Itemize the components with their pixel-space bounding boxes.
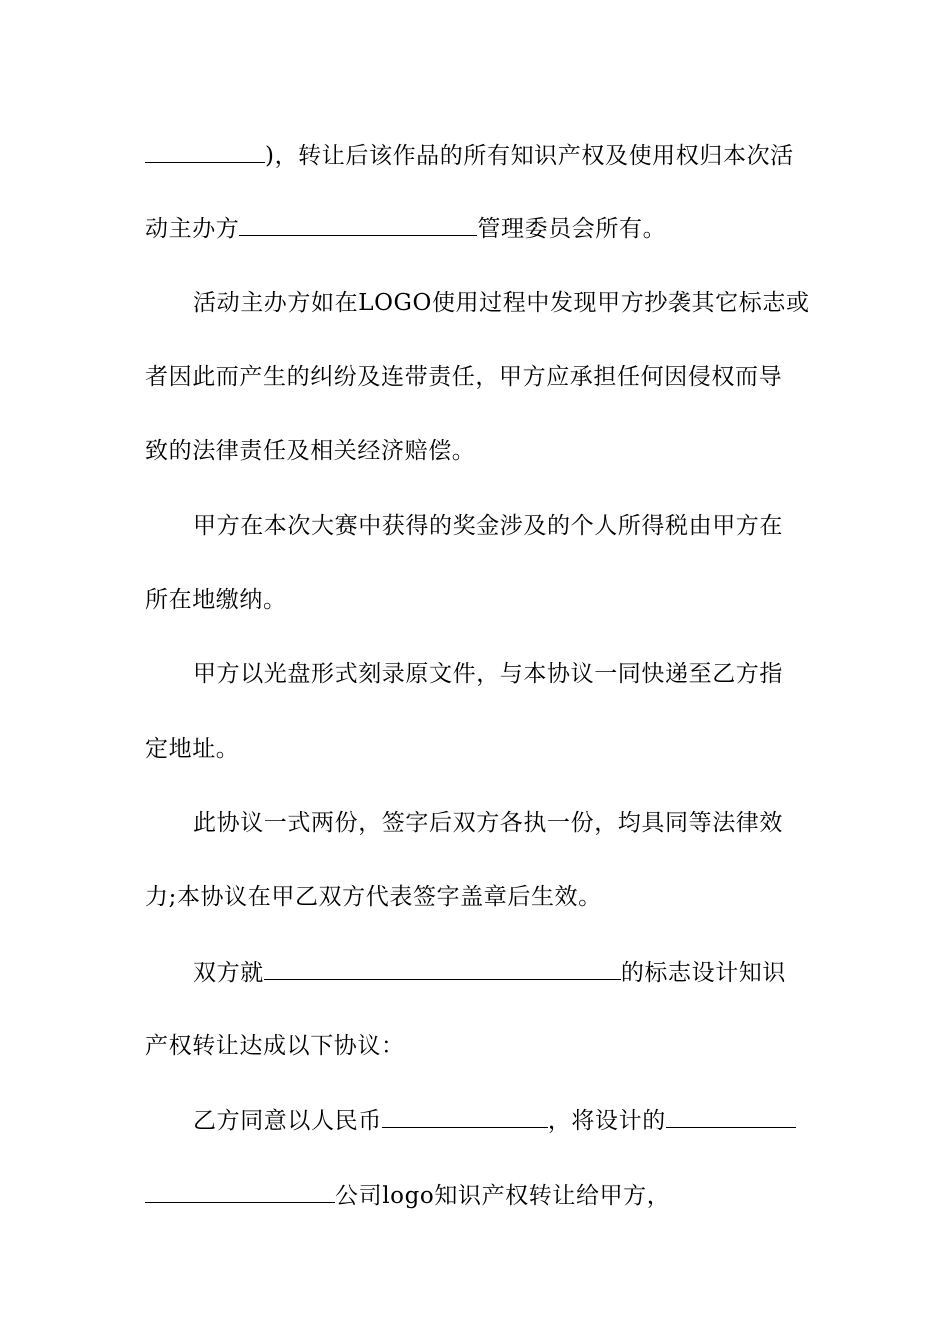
line-7-text: 所在地缴纳。	[145, 587, 287, 613]
text-line-15	[145, 1180, 807, 1211]
blank-field	[382, 1105, 548, 1128]
text-line-2	[145, 213, 807, 244]
text-line-13	[145, 1031, 807, 1061]
line-11-text: 力;本协议在甲乙双方代表签字盖章后生效。	[145, 884, 602, 910]
line-4-text: 者因此而产生的纠纷及连带责任，甲方应承担任何因侵权而导	[145, 364, 783, 390]
text-line-4	[145, 362, 807, 392]
text-line-9	[145, 734, 807, 764]
line-5-text: 致的法律责任及相关经济赔偿。	[145, 438, 476, 464]
line-12-text-before: 双方就	[193, 960, 264, 986]
paragraph-copies	[145, 808, 855, 838]
text-line-1	[145, 140, 807, 171]
line-10-text: 此协议一式两份，签字后双方各执一份，均具同等法律效	[193, 810, 783, 836]
paragraph-plagiarism	[145, 288, 855, 318]
line-8-text: 甲方以光盘形式刻录原文件，与本协议一同快递至乙方指	[193, 661, 783, 687]
line-2-text-after: 管理委员会所有。	[477, 216, 667, 242]
text-line-11	[145, 882, 807, 912]
blank-field	[264, 957, 621, 980]
blank-field	[145, 1180, 335, 1203]
line-3-text: 活动主办方如在LOGO使用过程中发现甲方抄袭其它标志或	[193, 290, 810, 316]
paragraph-agreement	[145, 957, 855, 988]
line-2-text-before: 动主办方	[145, 216, 240, 242]
text-line-5	[145, 436, 807, 466]
line-6-text: 甲方在本次大赛中获得的奖金涉及的个人所得税由甲方在	[193, 513, 783, 539]
paragraph-disc	[145, 659, 855, 689]
line-9-text: 定地址。	[145, 736, 240, 762]
line-13-text: 产权转让达成以下协议：	[145, 1033, 405, 1059]
line-15-text: 公司logo知识产权转让给甲方，	[335, 1183, 671, 1209]
line-12-text-after: 的标志设计知识	[620, 960, 787, 986]
paragraph-payment	[145, 1105, 855, 1136]
blank-field	[666, 1105, 796, 1128]
paragraph-tax	[145, 511, 855, 541]
text-line-7	[145, 585, 807, 615]
line-14-text-middle: ，将设计的	[547, 1108, 666, 1134]
line-14-text-before: 乙方同意以人民币	[193, 1108, 382, 1134]
blank-field	[145, 140, 265, 163]
blank-field	[239, 213, 477, 236]
line-1-text: )，转让后该作品的所有知识产权及使用权归本次活	[265, 143, 794, 169]
